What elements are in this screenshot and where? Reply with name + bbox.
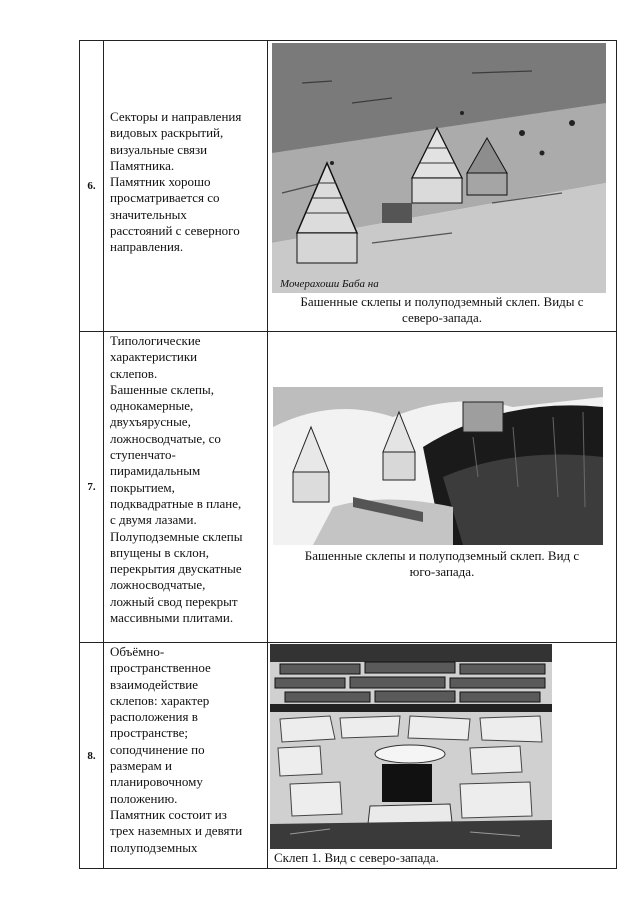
row-description: Типологические характеристики склепов. Башенные склепы, однокамерные, двухъярусные, ложносводчатые, со ступенчато- пирамидальным покрытием, подквадратные в плане, с двумя лазами. Полуподземные склепы впущены в склон, перекрытия двускатные ложносводчатые, ложный свод перекрыт массивными плитами. [104,332,268,642]
row-number: 6. [80,41,104,331]
row-description: Секторы и направления видовых раскрытий, визуальные связи Памятника. Памятник хорошо просматривается со значительных расстояний с северного направления. [104,41,268,331]
row-number: 7. [80,332,104,642]
row-description: Объёмно- пространственное взаимодействие склепов: характер расположения в пространстве; соподчинение по размерам и планировочному положению. Памятник состоит из трех наземных и девяти полуподземных [104,643,268,868]
photo-handwriting: Мочерахоши Баба на [280,278,379,290]
photo-tower-crypts-southwest [273,387,603,545]
photo-caption: Склеп 1. Вид с северо-запада. [274,850,439,865]
photo-cell [268,41,617,331]
table-row-8 [80,643,617,869]
photo-tower-crypts-northwest [272,43,606,293]
photo-caption: Башенные склепы и полуподземный склеп. Виды с северо-запада. [300,294,584,325]
photo-caption: Башенные склепы и полуподземный склеп. Вид с юго-запада. [304,548,580,579]
photo-cell [268,332,617,642]
table-row-6 [80,41,617,332]
photo-cell [268,643,617,868]
table-row-7 [80,332,617,643]
row-number: 8. [80,643,104,868]
photo-crypt-1-northwest [270,644,552,849]
monument-table [79,40,617,869]
